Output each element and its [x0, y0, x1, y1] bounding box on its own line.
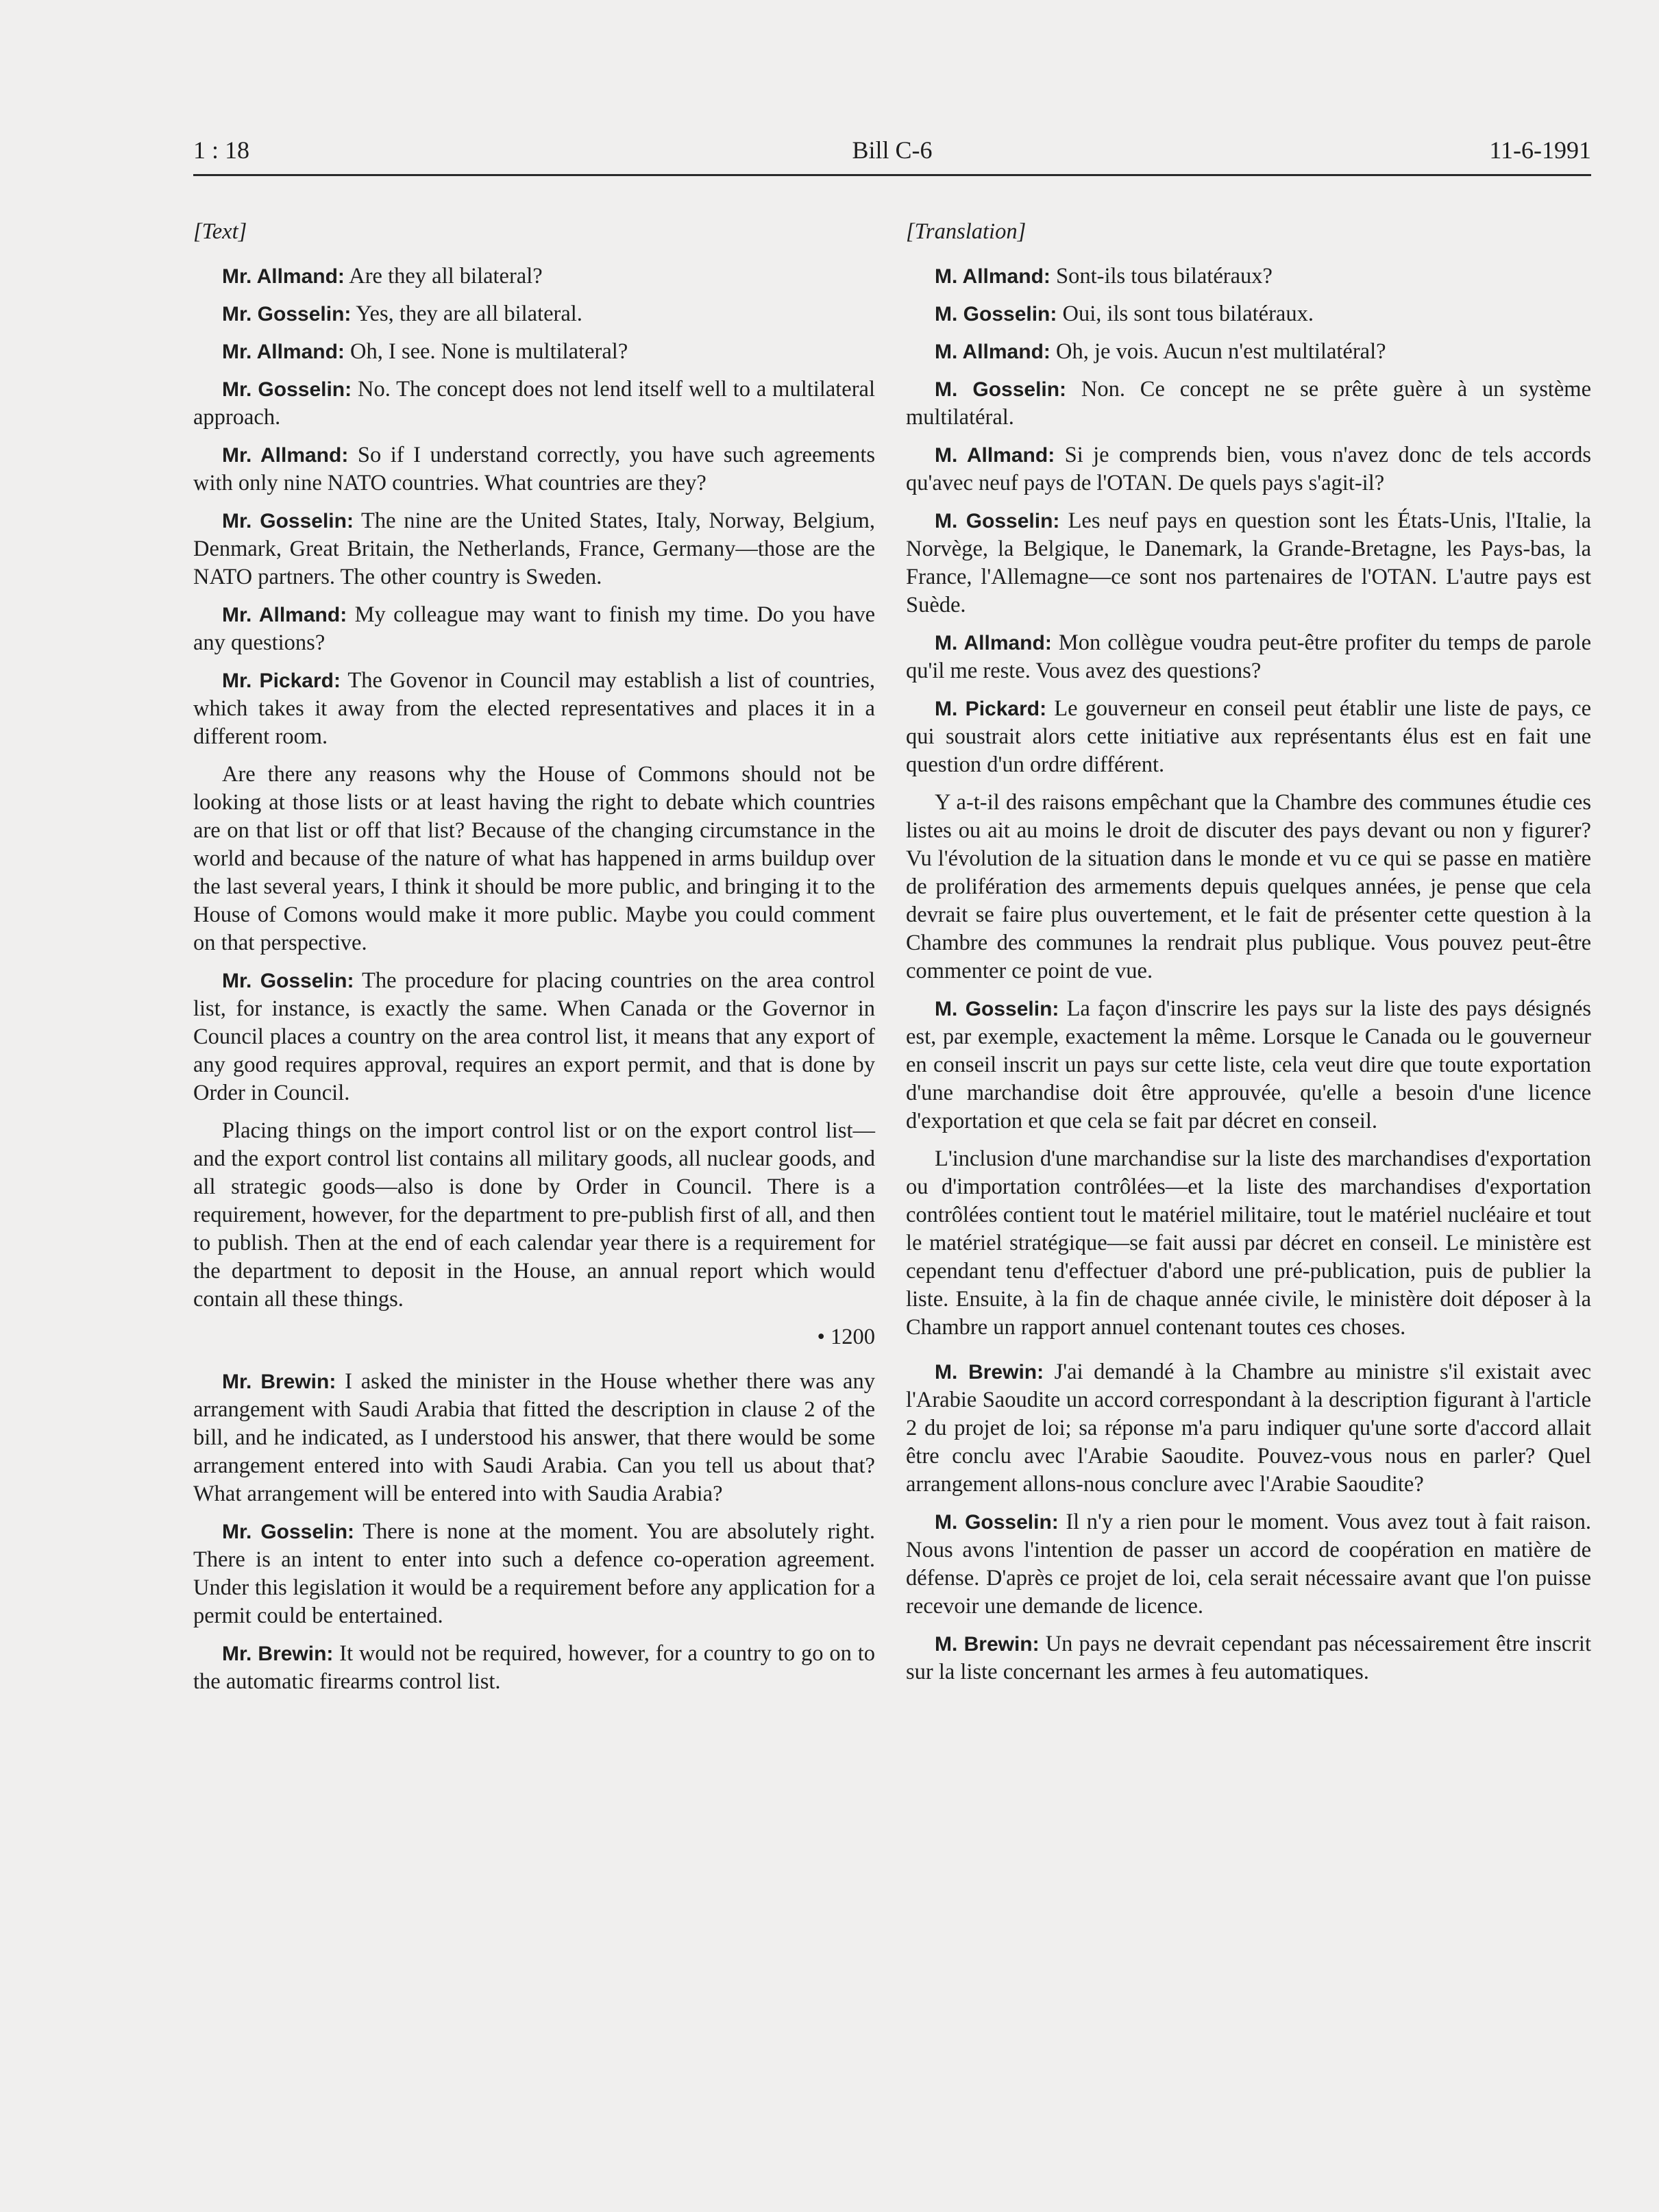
speaker-name: M. Gosselin: [935, 303, 1057, 325]
speaker-name: Mr. Allmand: [222, 341, 345, 363]
speech-text: Le gouverneur en conseil peut établir une liste de pays, ce qui soustrait alors cette initiative aux représentants élus est en fait une question d'un ordre différent. [906, 696, 1591, 777]
dialogue-paragraph [906, 1145, 1591, 1342]
speech-text: The Govenor in Council may establish a list of countries, which takes it away from the elected representatives and places it in a different room. [193, 668, 875, 749]
english-paragraphs-after [193, 1368, 875, 1696]
speaker-name: M. Gosselin: [935, 1511, 1059, 1534]
speaker-name: M. Gosselin: [935, 378, 1067, 401]
speech-text: Non. Ce concept ne se prête guère à un système multilatéral. [906, 377, 1591, 430]
bill-title: Bill C-6 [852, 136, 933, 164]
speech-text: Oui, ils sont tous bilatéraux. [1057, 302, 1314, 326]
speaker-name: Mr. Pickard: [222, 669, 341, 692]
speaker-name: Mr. Brewin: [222, 1643, 334, 1665]
dialogue-paragraph [906, 262, 1591, 291]
french-column [906, 218, 1591, 1696]
speaker-name: M. Pickard: [935, 698, 1047, 720]
dialogue-paragraph [193, 441, 875, 497]
speaker-name: Mr. Gosselin: [222, 378, 352, 401]
speaker-name: M. Brewin: [935, 1361, 1044, 1384]
speech-text: La façon d'inscrire les pays sur la liste des pays désignés est, par exemple, exactement la même. Lorsque le Canada ou le gouverneur en conseil inscrit un pays sur cette liste, cela veut dire que toute exportation d'une marchandise doit être approuvée, qu'elle a besoin d'une licence d'exportation et que cela se fait par décret en conseil. [906, 996, 1592, 1133]
speaker-name: Mr. Gosselin: [222, 970, 354, 992]
dialogue-paragraph [193, 338, 875, 366]
dialogue-paragraph [193, 667, 875, 751]
dialogue-paragraph [906, 1358, 1591, 1499]
dialogue-paragraph [193, 1368, 875, 1508]
speech-text: Oh, je vois. Aucun n'est multilatéral? [1050, 339, 1386, 364]
speech-text: Si je comprends bien, vous n'avez donc de tels accords qu'avec neuf pays de l'OTAN. De quels pays s'agit-il? [906, 443, 1591, 495]
column-label-translation: [Translation] [906, 219, 1027, 244]
speech-text: My colleague may want to finish my time. Do you have any questions? [193, 602, 875, 655]
speaker-name: M. Gosselin: [935, 510, 1060, 532]
speech-text: Les neuf pays en question sont les États-Unis, l'Italie, la Norvège, la Belgique, le Danemark, la Grande-Bretagne, les Pays-bas, la France, l'Allemagne—ce sont nos partenaires de l'OTAN. L'autre pays est Suède. [906, 508, 1591, 617]
dialogue-paragraph [193, 262, 875, 291]
dialogue-paragraph [906, 789, 1591, 985]
speech-text: The nine are the United States, Italy, Norway, Belgium, Denmark, Great Britain, the Netherlands, France, Germany—those are the NATO partners. The other country is Sweden. [193, 508, 875, 589]
french-paragraphs [906, 262, 1591, 1342]
speech-text: So if I understand correctly, you have such agreements with only nine NATO countries. What countries are they? [193, 443, 875, 495]
dialogue-paragraph [193, 1117, 875, 1314]
speaker-name: M. Allmand: [935, 632, 1052, 654]
speaker-name: Mr. Allmand: [222, 444, 349, 467]
speech-text: Placing things on the import control list or on the export control list—and the export control list contains all military goods, all nuclear goods, and all strategic goods—also is done by Order in Council. There is a requirement, however, for the department to pre-publish first of all, and then to publish. Then at the end of each calendar year there is a requirement for the department to deposit in the House, an annual report which would contain all these things. [193, 1118, 875, 1312]
english-paragraphs [193, 262, 875, 1314]
dialogue-paragraph [193, 376, 875, 432]
speaker-name: Mr. Allmand: [222, 604, 347, 626]
speaker-name: M. Allmand: [935, 444, 1055, 467]
dialogue-paragraph [193, 507, 875, 591]
speech-text: Oh, I see. None is multilateral? [344, 339, 628, 364]
dialogue-paragraph [906, 1508, 1591, 1621]
speech-text: No. The concept does not lend itself well to a multilateral approach. [193, 377, 875, 430]
dialogue-paragraph [193, 300, 875, 328]
dialogue-paragraph [193, 1640, 875, 1696]
dialogue-paragraph [193, 1518, 875, 1630]
speaker-name: Mr. Gosselin: [222, 1521, 355, 1543]
dialogue-paragraph [193, 967, 875, 1107]
speech-text: J'ai demandé à la Chambre au ministre s'il existait avec l'Arabie Saoudite un accord correspondant à la description figurant à l'article 2 du projet de loi; sa réponse m'a paru indiquer qu'une sorte d'accord allait être conclu avec l'Arabie Saoudite. Pouvez-vous nous en parler? Quel arrangement allons-nous conclure avec l'Arabie Saoudite? [906, 1360, 1591, 1497]
speech-text: It would not be required, however, for a country to go on to the automatic firearms control list. [193, 1641, 875, 1694]
header-rule [193, 174, 1591, 176]
speech-text: Are they all bilateral? [344, 264, 543, 288]
speech-text: Are there any reasons why the House of Commons should not be looking at those lists or at least having the right to debate which countries are on that list or off that list? Because of the changing circumstance in the world and because of the nature of what has happened in arms buildup over the last several years, I think it should be more public, and bringing it to the House of Comons would make it more public. Maybe you could comment on that perspective. [193, 762, 875, 955]
speaker-name: M. Gosselin: [935, 998, 1059, 1020]
speech-text: Mon collègue voudra peut-être profiter du temps de parole qu'il me reste. Vous avez des questions? [906, 630, 1592, 683]
speaker-name: M. Allmand: [935, 265, 1050, 288]
dialogue-paragraph [906, 441, 1591, 497]
dialogue-paragraph [906, 695, 1591, 779]
speaker-name: Mr. Brewin: [222, 1371, 336, 1393]
dialogue-paragraph [906, 376, 1591, 432]
dialogue-paragraph [193, 761, 875, 957]
dialogue-paragraph [906, 507, 1591, 619]
dialogue-paragraph [906, 338, 1591, 366]
speaker-name: M. Allmand: [935, 341, 1050, 363]
english-column [193, 218, 875, 1706]
speech-text: Sont-ils tous bilatéraux? [1050, 264, 1273, 288]
speech-text: I asked the minister in the House whether there was any arrangement with Saudi Arabia that fitted the description in clause 2 of the bill, and he indicated, as I understood his answer, that there would be some arrangement entered into with Saudi Arabia. Can you tell us about that? What arrangement will be entered into with Saudia Arabia? [193, 1369, 875, 1506]
speech-text: The procedure for placing countries on the area control list, for instance, is exactly the same. When Canada or the Governor in Council places a country on the area control list, it means that any export of any good requires approval, requires an export permit, and that is done by Order in Council. [193, 968, 875, 1105]
dialogue-paragraph [906, 1630, 1591, 1686]
speaker-name: M. Brewin: [935, 1633, 1040, 1656]
time-marker: • 1200 [817, 1325, 875, 1349]
dialogue-paragraph [906, 995, 1591, 1135]
speech-text: Un pays ne devrait cependant pas nécessairement être inscrit sur la liste concernant les armes à feu automatiques. [906, 1632, 1591, 1684]
speech-text: L'inclusion d'une marchandise sur la liste des marchandises d'exportation ou d'importation contrôlées—et la liste des marchandises d'exportation contrôlées contient tout le matériel militaire, tout le matériel nucléaire et tout le matériel stratégique—se fait aussi par décret en conseil. Le ministère est cependant tenu d'effectuer d'abord une pré-publication, puis de publier la liste. Ensuite, à la fin de chaque année civile, le ministère doit déposer à la Chambre un rapport annuel contenant toutes ces choses. [906, 1146, 1591, 1340]
speaker-name: Mr. Gosselin: [222, 303, 352, 325]
header-date: 11-6-1991 [1489, 136, 1591, 164]
french-paragraphs-after [906, 1358, 1591, 1686]
dialogue-paragraph [193, 601, 875, 657]
speaker-name: Mr. Gosselin: [222, 510, 354, 532]
column-label-text: [Text] [193, 219, 247, 244]
dialogue-paragraph [906, 629, 1591, 685]
speaker-name: Mr. Allmand: [222, 265, 345, 288]
speech-text: Yes, they are all bilateral. [351, 302, 582, 326]
speech-text: Il n'y a rien pour le moment. Vous avez tout à fait raison. Nous avons l'intention de passer un accord de coopération en matière de défense. D'après ce projet de loi, cela serait nécessaire avant que l'on puisse recevoir une demande de licence. [906, 1510, 1591, 1619]
speech-text: Y a-t-il des raisons empêchant que la Chambre des communes étudie ces listes ou ait au moins le droit de discuter des pays devant ou non y figurer? Vu l'évolution de la situation dans le monde et vu ce qui se passe en matière de prolifération des armements depuis quelques années, je pense que cela devrait se faire plus ouvertement, et le fait de présenter cette question à la Chambre des communes la rendrait plus publique. Vous pouvez peut-être commenter ce point de vue. [906, 790, 1591, 983]
page-reference: 1 : 18 [193, 136, 250, 164]
speech-text: There is none at the moment. You are absolutely right. There is an intent to enter into such a defence co-operation agreement. Under this legislation it would be a requirement before any application for a permit could be entertained. [193, 1519, 875, 1628]
page-header [193, 136, 1591, 175]
dialogue-paragraph [906, 300, 1591, 328]
